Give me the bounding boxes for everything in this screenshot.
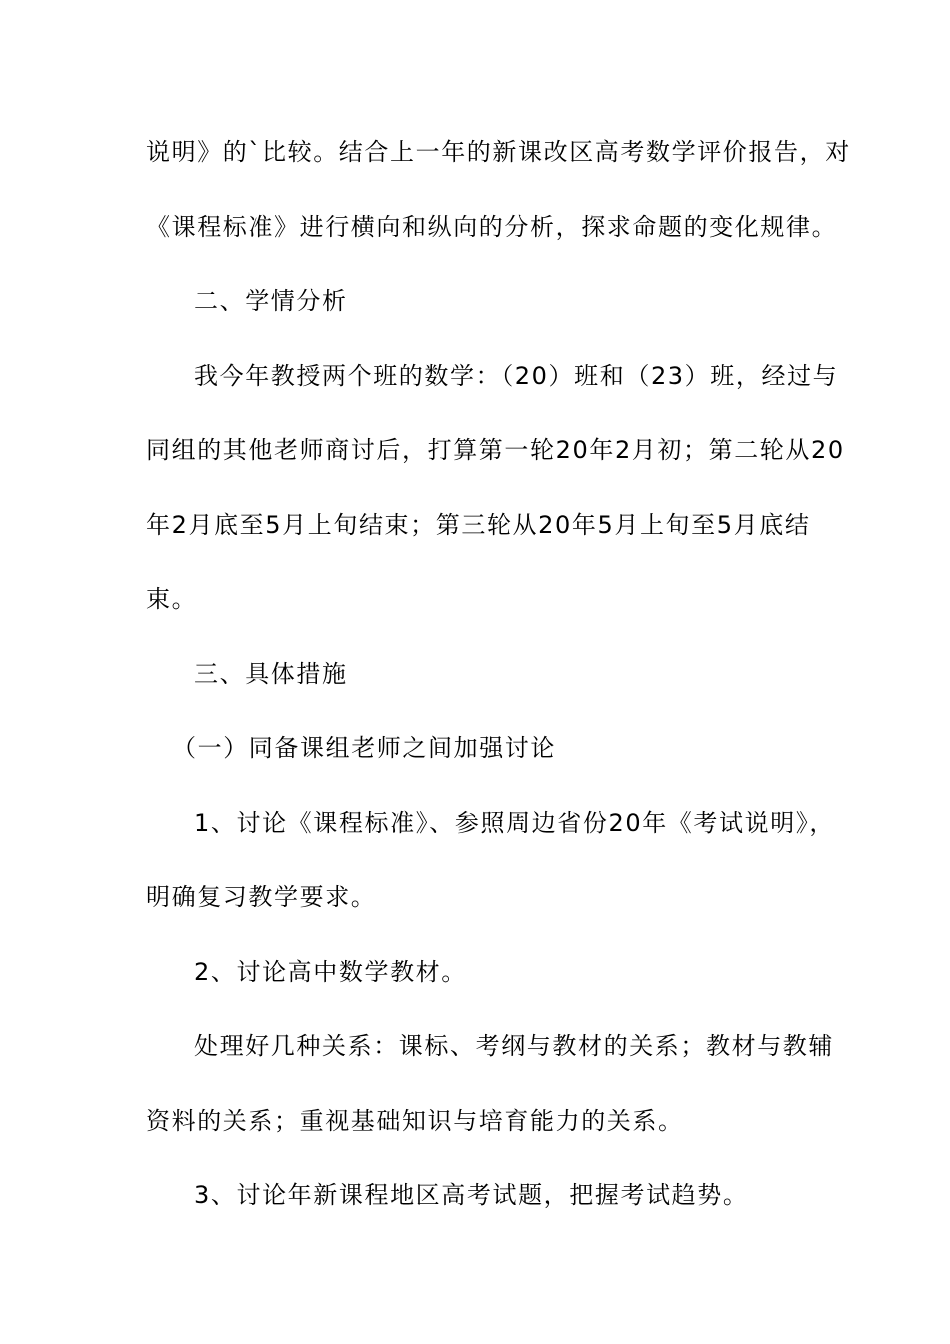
paragraph-line: 《课程标准》进行横向和纵向的分析，探求命题的变化规律。 bbox=[146, 213, 838, 241]
paragraph-line: 同组的其他老师商讨后，打算第一轮20年2月初；第二轮从20 bbox=[146, 436, 845, 464]
paragraph-line: 年2月底至5月上旬结束；第三轮从20年5月上旬至5月底结 bbox=[146, 511, 811, 539]
paragraph-line: 2、讨论高中数学教材。 bbox=[194, 958, 467, 986]
paragraph-line: 说明》的`比较。结合上一年的新课改区高考数学评价报告，对 bbox=[146, 138, 851, 166]
paragraph-line: 1、讨论《课程标准》、参照周边省份20年《考试说明》， bbox=[194, 809, 836, 837]
paragraph-line: 明确复习教学要求。 bbox=[146, 883, 377, 911]
paragraph-line: 我今年教授两个班的数学：（20）班和（23）班，经过与 bbox=[194, 362, 839, 390]
paragraph-line: 处理好几种关系：课标、考纲与教材的关系；教材与教辅 bbox=[194, 1032, 834, 1060]
paragraph-line: 资料的关系；重视基础知识与培育能力的关系。 bbox=[146, 1107, 684, 1135]
subsection-heading: （一）同备课组老师之间加强讨论 bbox=[172, 734, 556, 762]
section-heading: 二、学情分析 bbox=[194, 287, 348, 315]
paragraph-line: 3、讨论年新课程地区高考试题，把握考试趋势。 bbox=[194, 1181, 749, 1209]
paragraph-line: 束。 bbox=[146, 585, 198, 613]
section-heading: 三、具体措施 bbox=[194, 660, 348, 688]
